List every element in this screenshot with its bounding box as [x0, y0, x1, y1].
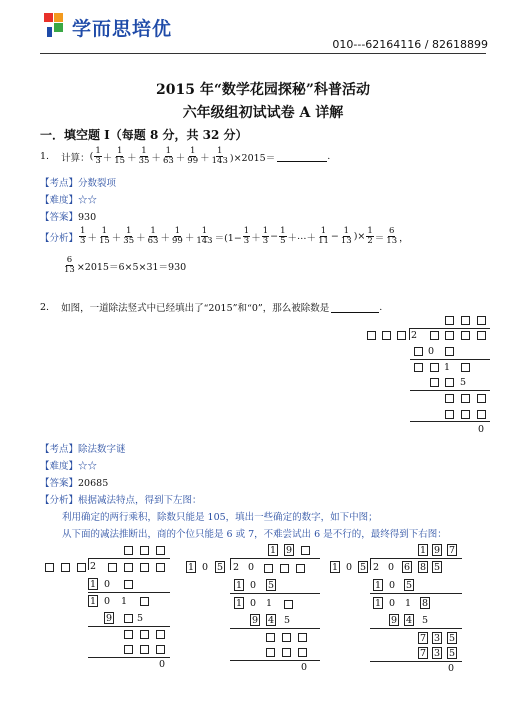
question-number: 1. [40, 151, 50, 162]
answer-blank[interactable] [277, 151, 327, 162]
q1-nandu: 【难度】☆☆ [40, 195, 98, 206]
fraction: $\frac{1}{143}$ [211, 146, 228, 166]
phone-number: 010---62164116 / 82618899 [332, 38, 488, 51]
q1-fenxi-line2: $\frac{6}{13}$ ×2015＝6×5×31＝930 [64, 255, 187, 275]
q1-kaodian: 【考点】分数裂项 [40, 178, 117, 189]
q2-kaodian: 【考点】除法数字谜 [40, 444, 126, 455]
answer-blank[interactable] [331, 302, 379, 313]
logo-icon [44, 13, 68, 37]
question-2: 2. 如图，一道除法竖式中已经填出了“2015”和“0”，那么被除数是 . [40, 301, 383, 314]
question-prefix: 计算： [61, 152, 90, 164]
q1-fenxi: 【分析】 $\frac{1}{3}$ ＋ $\frac{1}{15}$ ＋ $\frac{1}{35}$ ＋ $\frac{1}{63}$ ＋ $\frac{1}{99}$ ＋ $\frac{1}{143}$ ＝(1− $\frac{1}{3}$ ＋ $\frac{1}{3}$ − $\frac{1}{5}$ ＋ … ＋ $\frac{1}{11}$ − $\frac{1}{13}$ )× $\frac{1}{2}$ ＝ $\frac{6}{13}$ ， [40, 226, 409, 246]
open-paren: ( [89, 151, 94, 162]
page-title: 2015 年“数学花园探秘”科普活动 [156, 82, 370, 98]
q2-nandu: 【难度】☆☆ [40, 461, 98, 472]
q2-daan: 【答案】20685 [40, 478, 109, 489]
question-text: 如图，一道除法竖式中已经填出了“2015”和“0”，那么被除数是 [61, 303, 330, 314]
fraction: $\frac{1}{15}$ [114, 146, 126, 166]
q2-fenxi-2: 利用确定的两行乘积，除数只能是 105，填出一些确定的数字，如下中图； [62, 512, 378, 523]
page-subtitle: 六年级组初试试卷 A 详解 [182, 105, 344, 121]
header-divider [40, 53, 486, 54]
fraction: $\frac{1}{3}$ [95, 146, 101, 166]
q2-fenxi: 【分析】根据减法特点，得到下左图： [40, 495, 202, 506]
fraction: $\frac{1}{63}$ [162, 146, 174, 166]
logo-text: 学而思培优 [72, 18, 173, 40]
question-1: 1. 计算： ( $\frac{1}{3}$ ＋ $\frac{1}{15}$ ＋ $\frac{1}{35}$ ＋ $\frac{1}{63}$ ＋ $\frac{1}{99}$ ＋ $\frac{1}{143}$ )×2015＝ . [40, 146, 331, 166]
q2-fenxi-3: 从下面的减法推断出，商的个位只能是 6 或 7，不难尝试出 6 是不行的，最终得到下右图： [62, 529, 447, 540]
q1-daan: 【答案】930 [40, 212, 97, 223]
expression-tail: )×2015＝ [229, 152, 276, 164]
section-heading: 一．填空题 I（每题 8 分，共 32 分） [40, 128, 248, 142]
fraction: $\frac{1}{99}$ [187, 146, 199, 166]
fraction: $\frac{1}{35}$ [138, 146, 150, 166]
question-number: 2. [40, 301, 50, 313]
